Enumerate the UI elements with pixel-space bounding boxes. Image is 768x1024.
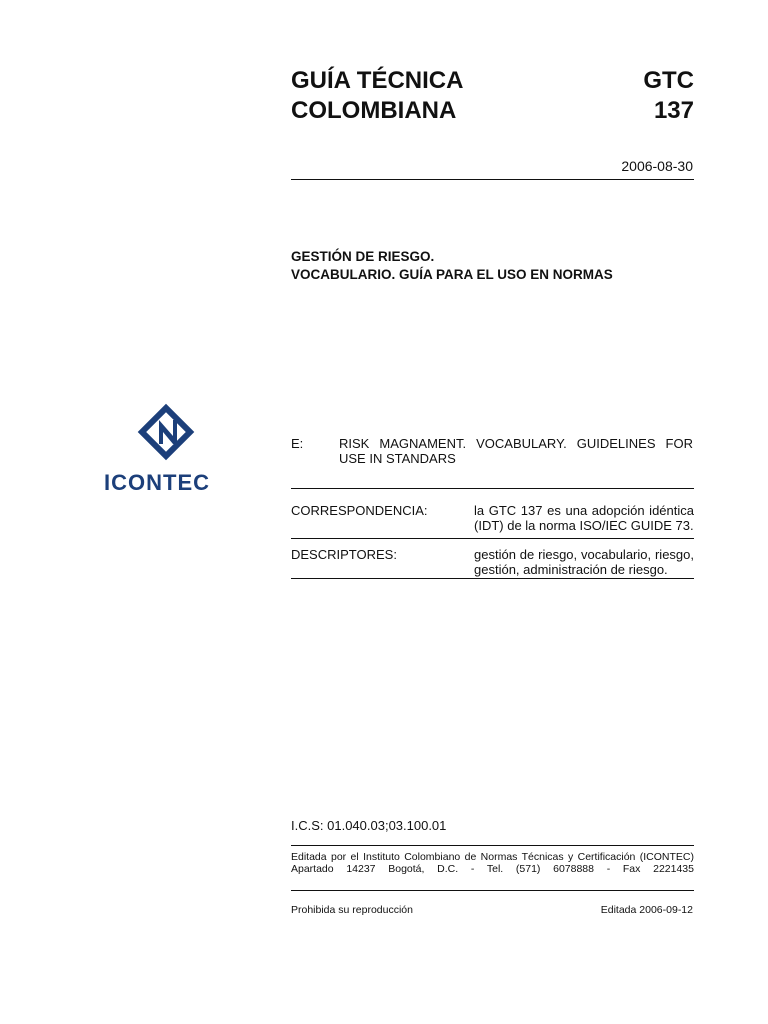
document-date: 2006-08-30: [621, 158, 693, 174]
publisher-divider: [291, 890, 694, 891]
publisher-line-2: Apartado 14237 Bogotá, D.C. - Tel. (571) 6078888 - Fax 2221435: [291, 863, 694, 875]
correspondencia-line-2: (IDT) de la norma ISO/IEC GUIDE 73.: [474, 518, 694, 533]
document-title: [291, 66, 463, 126]
document-subject: [291, 248, 613, 284]
english-label: E:: [291, 436, 304, 451]
english-title-line-1: RISK MAGNAMENT. VOCABULARY. GUIDELINES FOR: [339, 436, 693, 451]
header-divider: [291, 179, 694, 180]
ics-divider: [291, 845, 694, 846]
descriptores-line-2: gestión, administración de riesgo.: [474, 562, 668, 577]
icontec-logo: [104, 400, 224, 496]
descriptores-divider: [291, 578, 694, 579]
title-line-1: GUÍA TÉCNICA: [291, 67, 464, 94]
english-divider: [291, 488, 694, 489]
subject-line-1: GESTIÓN DE RIESGO.: [291, 249, 435, 264]
document-code: [643, 66, 694, 126]
correspondencia-line-1: la GTC 137 es una adopción idéntica: [474, 503, 694, 518]
correspondencia-label: CORRESPONDENCIA:: [291, 503, 428, 518]
correspondencia-value: [474, 503, 694, 533]
footer-prohibition: Prohibida su reproducción: [291, 904, 413, 916]
descriptores-value: [474, 547, 694, 577]
descriptores-line-1: gestión de riesgo, vocabulario, riesgo,: [474, 547, 694, 562]
english-title: [339, 436, 693, 466]
correspondencia-divider: [291, 538, 694, 539]
code-line-1: GTC: [643, 67, 694, 94]
subject-line-2: VOCABULARIO. GUÍA PARA EL USO EN NORMAS: [291, 267, 613, 282]
logo-text: ICONTEC: [104, 470, 210, 495]
footer-edition: Editada 2006-09-12: [600, 904, 693, 916]
descriptores-label: DESCRIPTORES:: [291, 547, 397, 562]
ics-code: I.C.S: 01.040.03;03.100.01: [291, 818, 447, 833]
title-line-2: COLOMBIANA: [291, 97, 457, 124]
english-title-line-2: USE IN STANDARS: [339, 451, 456, 466]
publisher-line-1: Editada por el Instituto Colombiano de Normas Técnicas y Certificación (ICONTEC): [291, 851, 694, 863]
publisher-info: [291, 851, 694, 875]
code-line-2: 137: [653, 97, 694, 124]
icontec-logo-icon: [134, 400, 198, 464]
